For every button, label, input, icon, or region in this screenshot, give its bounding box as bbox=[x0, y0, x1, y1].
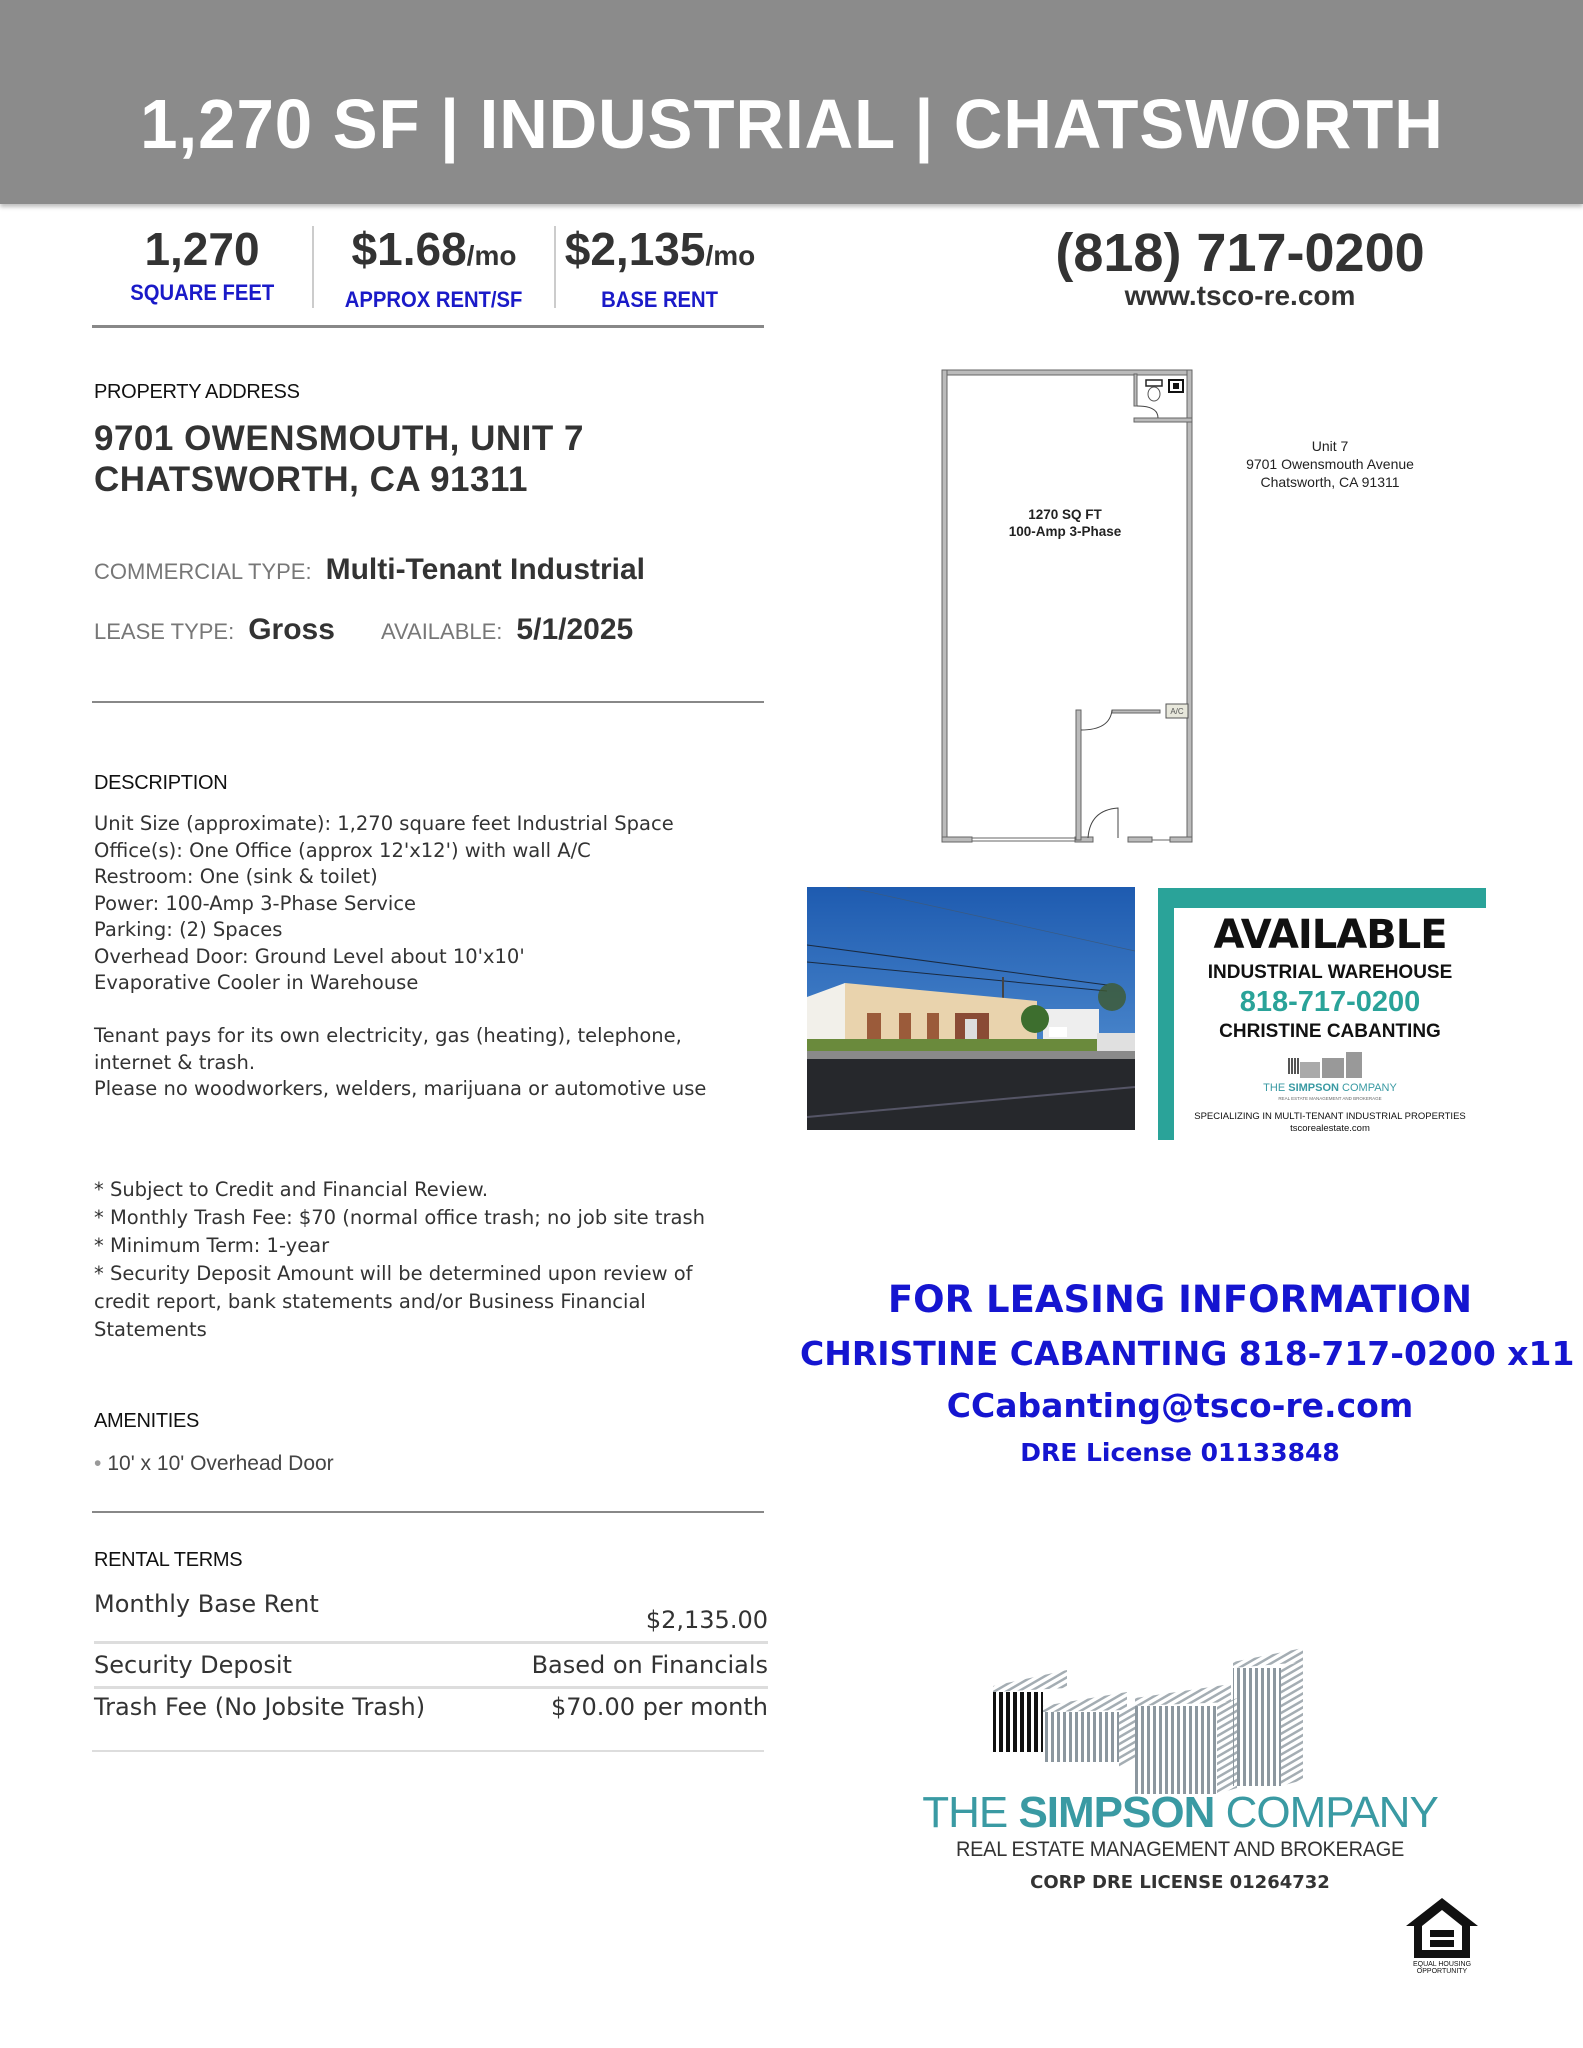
lease-notes bbox=[94, 1176, 774, 1344]
address-line-2: CHATSWORTH, CA 91311 bbox=[94, 460, 528, 499]
available-value: 5/1/2025 bbox=[516, 613, 634, 646]
floor-plan-label: 1270 SQ FT 100-Amp 3-Phase bbox=[1008, 507, 1122, 539]
stat-value: $1.68 bbox=[351, 223, 467, 275]
description-line: Power: 100-Amp 3-Phase Service bbox=[94, 891, 417, 915]
property-address-label: PROPERTY ADDRESS bbox=[94, 381, 300, 403]
sign-accent-bar bbox=[1158, 888, 1486, 908]
description-line: Parking: (2) Spaces bbox=[94, 918, 283, 941]
note-line: * Security Deposit Amount will be determined upon review of bbox=[94, 1262, 693, 1285]
description-line: Please no woodworkers, welders, marijuana or automotive use bbox=[94, 1077, 707, 1100]
description-line: internet & trash. bbox=[94, 1050, 256, 1074]
description-line: Evaporative Cooler in Warehouse bbox=[94, 971, 419, 994]
company-name: THE SIMPSON COMPANY bbox=[922, 1788, 1438, 1837]
sign-agent: CHRISTINE CABANTING bbox=[1219, 1021, 1441, 1042]
note-line: Statements bbox=[94, 1318, 207, 1341]
amenities-label: AMENITIES bbox=[94, 1410, 200, 1432]
lease-type-value: Gross bbox=[248, 613, 335, 646]
property-address bbox=[94, 418, 584, 500]
header-website-link[interactable]: www.tsco-re.com bbox=[1124, 280, 1356, 311]
divider bbox=[92, 1511, 764, 1513]
description-spacer bbox=[94, 997, 774, 1024]
description-line: Restroom: One (sink & toilet) bbox=[94, 865, 378, 888]
leasing-license: DRE License 01133848 bbox=[1020, 1438, 1340, 1467]
sign-company-name: THE SIMPSON COMPANY bbox=[1263, 1082, 1397, 1094]
stat-unit: /mo bbox=[705, 240, 756, 271]
divider bbox=[92, 1750, 764, 1752]
rental-terms-label: RENTAL TERMS bbox=[94, 1549, 243, 1571]
stat-label: SQUARE FEET bbox=[130, 280, 274, 305]
sign-website: tscorealestate.com bbox=[1290, 1123, 1370, 1134]
table-row bbox=[94, 1590, 768, 1644]
stat-base-rent bbox=[556, 224, 764, 310]
building-photo bbox=[807, 887, 1135, 1130]
leasing-email-link[interactable]: CCabanting@tsco-re.com bbox=[946, 1386, 1414, 1425]
sign-subhead: INDUSTRIAL WAREHOUSE bbox=[1207, 962, 1453, 983]
simpson-company-logo-icon bbox=[985, 1640, 1405, 1810]
sign-headline: AVAILABLE bbox=[1213, 912, 1447, 958]
note-line: * Minimum Term: 1-year bbox=[94, 1234, 330, 1257]
sign-tagline: SPECIALIZING IN MULTI-TENANT INDUSTRIAL PROPERTIES bbox=[1194, 1111, 1466, 1122]
stat-value: 1,270 bbox=[144, 223, 260, 275]
bullet-icon: • bbox=[94, 1452, 102, 1475]
term-value: $70.00 per month bbox=[551, 1693, 768, 1721]
divider bbox=[92, 701, 764, 703]
key-stats bbox=[92, 224, 764, 310]
stat-label: BASE RENT bbox=[601, 287, 719, 312]
note-line: credit report, bank statements and/or Business Financial bbox=[94, 1290, 646, 1313]
description-line: Tenant pays for its own electricity, gas (heating), telephone, bbox=[94, 1024, 682, 1047]
term-value: $2,135.00 bbox=[645, 1606, 768, 1634]
lease-type bbox=[94, 613, 633, 647]
term-label: Security Deposit bbox=[94, 1651, 292, 1679]
table-row bbox=[94, 1644, 768, 1689]
table-row bbox=[94, 1689, 768, 1749]
company-license: CORP DRE LICENSE 01264732 bbox=[1030, 1872, 1330, 1893]
leasing-heading: FOR LEASING INFORMATION bbox=[887, 1278, 1473, 1321]
available-sign-image bbox=[1158, 888, 1486, 1140]
company-subtitle: REAL ESTATE MANAGEMENT AND BROKERAGE bbox=[956, 1838, 1404, 1861]
stat-square-feet bbox=[92, 224, 312, 310]
leasing-agent-phone[interactable]: CHRISTINE CABANTING 818-717-0200 x11 bbox=[800, 1334, 1575, 1373]
term-label: Monthly Base Rent bbox=[94, 1590, 319, 1618]
floor-plan-diagram bbox=[940, 368, 1194, 844]
description-line: Overhead Door: Ground Level about 10'x10' bbox=[94, 944, 525, 968]
stat-unit: /mo bbox=[466, 240, 517, 271]
page-title: 1,270 SF | INDUSTRIAL | CHATSWORTH bbox=[139, 85, 1444, 163]
sink-icon bbox=[1169, 380, 1183, 392]
sign-accent-bar bbox=[1158, 888, 1174, 1140]
description-body bbox=[94, 811, 774, 1103]
equal-housing-text: EQUAL HOUSING OPPORTUNITY bbox=[1412, 1961, 1472, 1975]
header-phone[interactable]: (818) 717-0200 bbox=[1055, 223, 1425, 283]
rental-terms-table bbox=[94, 1590, 768, 1749]
term-value: Based on Financials bbox=[531, 1651, 768, 1679]
description-line: Unit Size (approximate): 1,270 square feet Industrial Space bbox=[94, 812, 674, 835]
ac-label: A/C bbox=[1170, 707, 1184, 716]
sign-company-sub: REAL ESTATE MANAGEMENT AND BROKERAGE bbox=[1278, 1096, 1382, 1101]
term-label: Trash Fee (No Jobsite Trash) bbox=[94, 1693, 426, 1721]
toilet-icon bbox=[1146, 380, 1162, 401]
stat-value: $2,135 bbox=[564, 223, 706, 275]
lease-type-label: LEASE TYPE: bbox=[94, 619, 235, 644]
floor-plan-caption: Unit 7 9701 Owensmouth Avenue Chatsworth, CA 91311 bbox=[1246, 438, 1414, 490]
sign-company-logo-icon bbox=[1288, 1052, 1372, 1078]
available-label: AVAILABLE: bbox=[380, 619, 503, 644]
stat-label: APPROX RENT/SF bbox=[345, 287, 523, 312]
commercial-type-value: Multi-Tenant Industrial bbox=[325, 553, 646, 586]
amenity-item: • 10' x 10' Overhead Door bbox=[94, 1452, 334, 1475]
description-line: Office(s): One Office (approx 12'x12') with wall A/C bbox=[94, 838, 591, 862]
header-banner bbox=[0, 0, 1583, 204]
sign-phone: 818-717-0200 bbox=[1239, 986, 1421, 1018]
description-label: DESCRIPTION bbox=[94, 772, 228, 794]
divider bbox=[92, 325, 764, 328]
note-line: * Monthly Trash Fee: $70 (normal office trash; no job site trash bbox=[94, 1206, 705, 1229]
commercial-type bbox=[94, 553, 645, 587]
address-line-1: 9701 OWENSMOUTH, UNIT 7 bbox=[94, 419, 584, 458]
commercial-type-label: COMMERCIAL TYPE: bbox=[94, 559, 312, 584]
note-line: * Subject to Credit and Financial Review. bbox=[94, 1178, 489, 1201]
stat-rent-per-sf bbox=[314, 224, 554, 310]
